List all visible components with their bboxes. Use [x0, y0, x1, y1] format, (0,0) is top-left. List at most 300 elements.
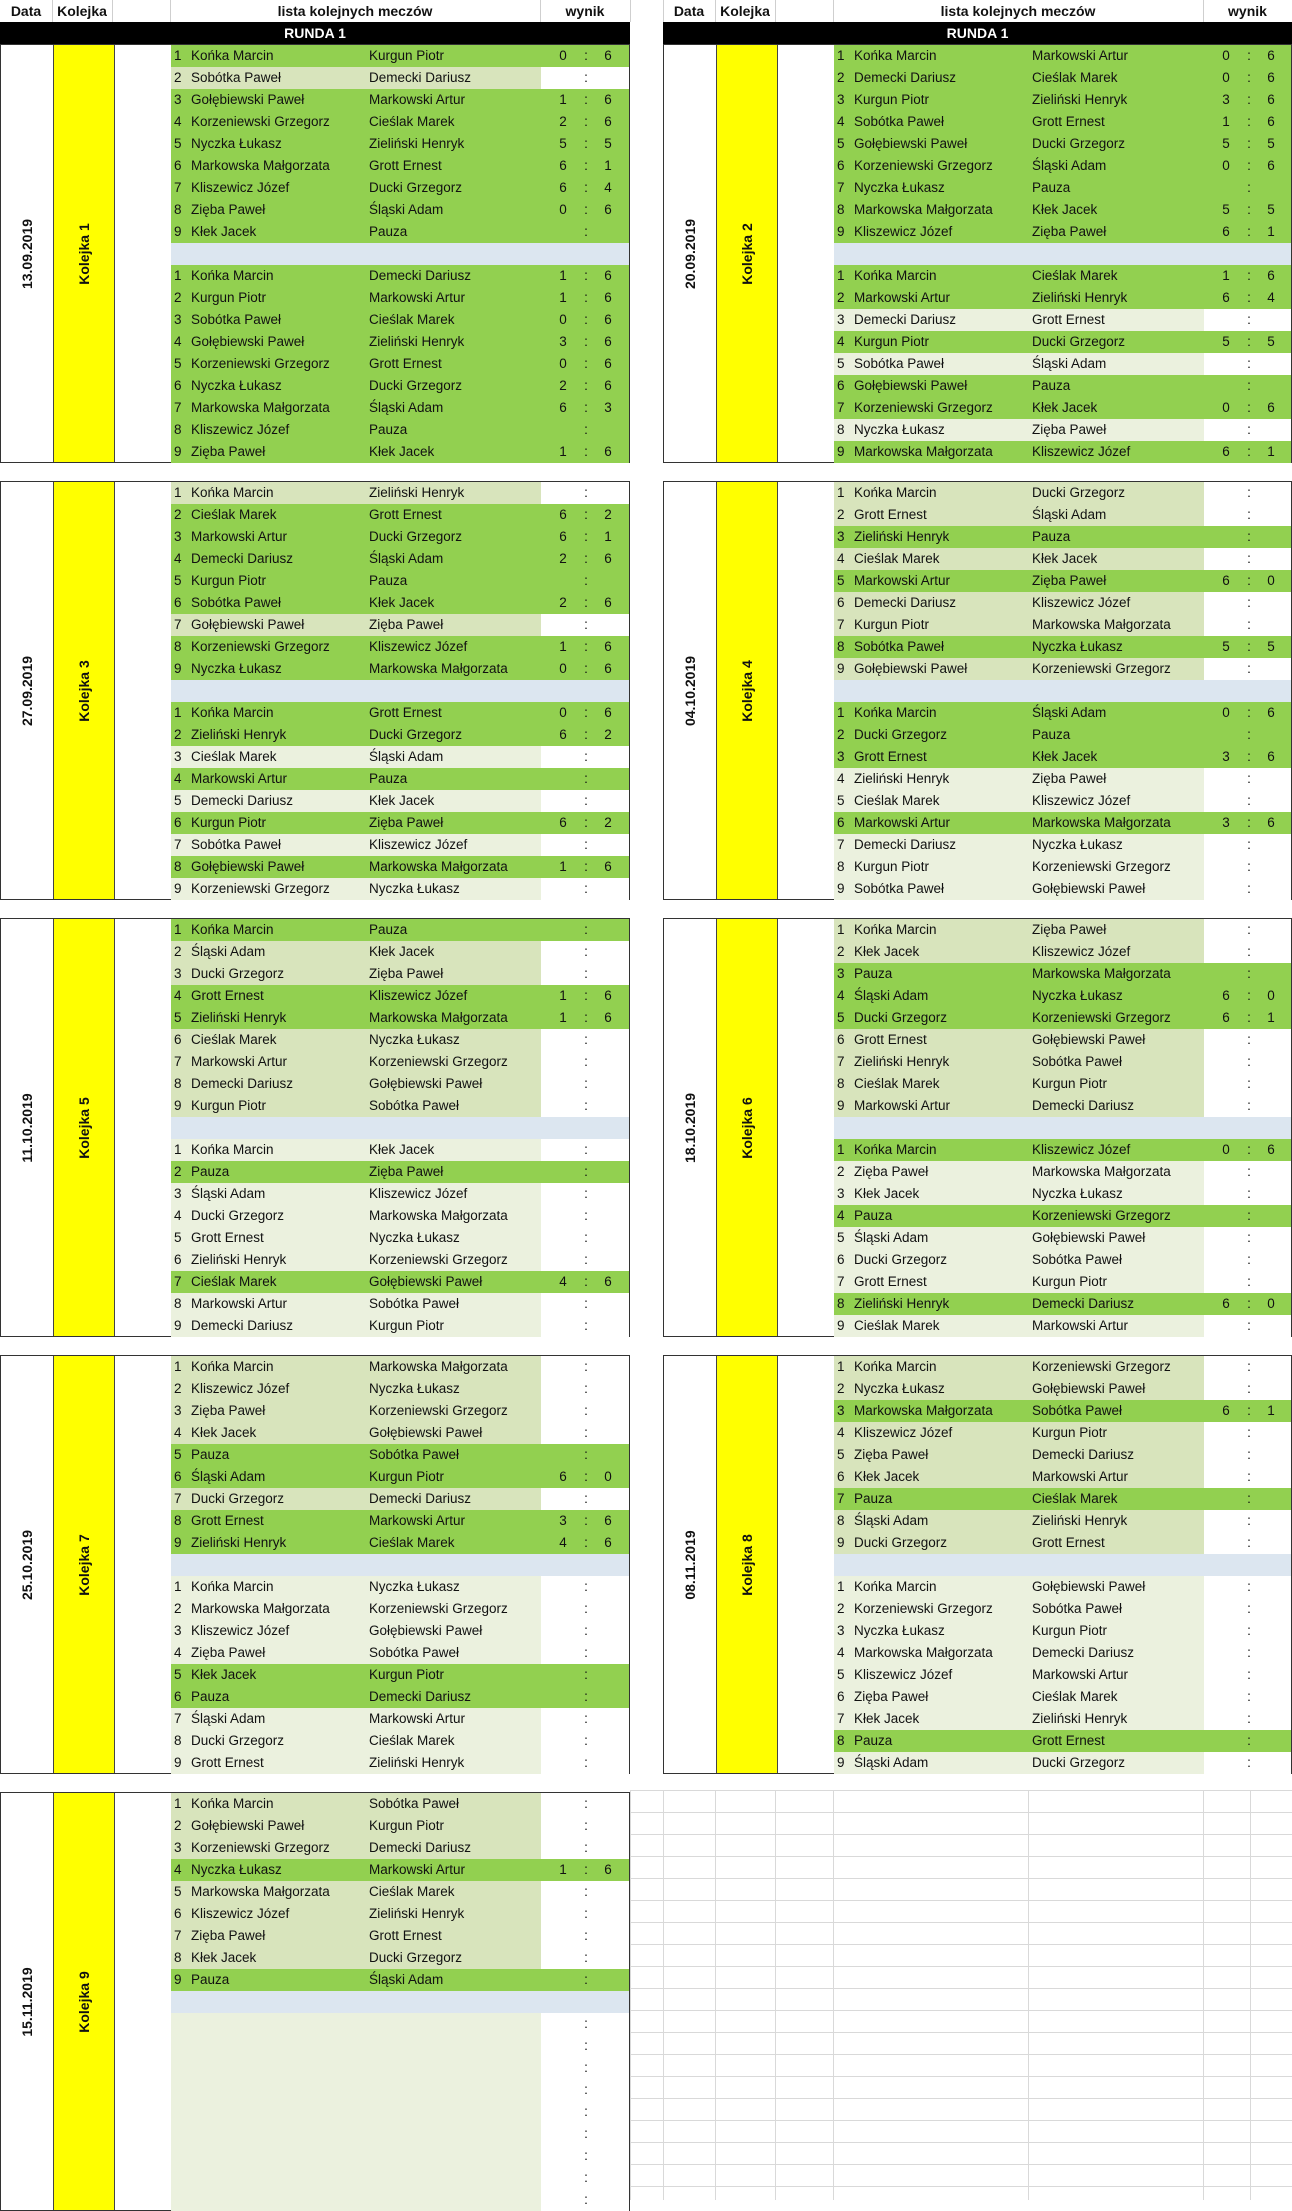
- score-away[interactable]: 4: [604, 180, 612, 195]
- away-player[interactable]: [366, 2167, 544, 2189]
- result-cell[interactable]: [1204, 702, 1291, 724]
- match-row[interactable]: [171, 1293, 629, 1315]
- home-player-cell[interactable]: [171, 2167, 366, 2189]
- result-cell[interactable]: [1204, 221, 1291, 243]
- match-row[interactable]: [171, 1598, 629, 1620]
- score-away[interactable]: 5: [1267, 334, 1275, 349]
- score-home[interactable]: 3: [559, 1513, 567, 1528]
- match-row[interactable]: [834, 592, 1291, 614]
- result-cell[interactable]: [541, 592, 629, 614]
- home-player-cell[interactable]: [171, 1400, 366, 1422]
- away-player[interactable]: Cieślak Marek: [1029, 1686, 1207, 1708]
- score-away[interactable]: 6: [1267, 749, 1275, 764]
- result-cell[interactable]: [541, 1095, 629, 1117]
- score-away[interactable]: 6: [1267, 70, 1275, 85]
- match-row[interactable]: [171, 548, 629, 570]
- match-row[interactable]: [171, 287, 629, 309]
- home-player-cell[interactable]: [834, 1444, 1029, 1466]
- result-cell[interactable]: [541, 548, 629, 570]
- away-player[interactable]: Zięba Paweł: [366, 614, 544, 636]
- away-player[interactable]: Sobótka Paweł: [1029, 1249, 1207, 1271]
- home-player-cell[interactable]: [834, 287, 1029, 309]
- result-cell[interactable]: [541, 1400, 629, 1422]
- score-away[interactable]: 1: [604, 158, 612, 173]
- home-player-cell[interactable]: [171, 1444, 366, 1466]
- match-row[interactable]: [171, 1752, 629, 1774]
- away-player[interactable]: [366, 2013, 544, 2035]
- match-row[interactable]: [171, 570, 629, 592]
- home-player-cell[interactable]: [834, 1664, 1029, 1686]
- result-cell[interactable]: [541, 1881, 629, 1903]
- match-row[interactable]: [171, 2167, 629, 2189]
- away-player[interactable]: Markowski Artur: [366, 1859, 544, 1881]
- result-cell[interactable]: [541, 1576, 629, 1598]
- match-row[interactable]: [834, 89, 1291, 111]
- score-home[interactable]: 2: [559, 378, 567, 393]
- away-player[interactable]: Demecki Dariusz: [366, 1837, 544, 1859]
- result-cell[interactable]: [541, 1793, 629, 1815]
- away-player[interactable]: Sobótka Paweł: [366, 1293, 544, 1315]
- home-player-cell[interactable]: [171, 658, 366, 680]
- match-row[interactable]: [834, 1400, 1291, 1422]
- home-player-cell[interactable]: [171, 1007, 366, 1029]
- result-cell[interactable]: [1204, 309, 1291, 331]
- away-player[interactable]: Zięba Paweł: [1029, 919, 1207, 941]
- score-away[interactable]: 6: [604, 1010, 612, 1025]
- match-row[interactable]: [171, 1227, 629, 1249]
- match-row[interactable]: [171, 2079, 629, 2101]
- result-cell[interactable]: [541, 1532, 629, 1554]
- match-row[interactable]: [171, 89, 629, 111]
- result-cell[interactable]: [541, 1620, 629, 1642]
- away-player[interactable]: Zieliński Henryk: [366, 133, 544, 155]
- home-player-cell[interactable]: [171, 2101, 366, 2123]
- score-away[interactable]: 6: [604, 1535, 612, 1550]
- match-row[interactable]: [834, 155, 1291, 177]
- score-home[interactable]: 0: [559, 356, 567, 371]
- match-row[interactable]: [171, 878, 629, 900]
- home-player-cell[interactable]: [834, 199, 1029, 221]
- home-player-cell[interactable]: [834, 1095, 1029, 1117]
- away-player[interactable]: Markowska Małgorzata: [1029, 963, 1207, 985]
- match-row[interactable]: [834, 1007, 1291, 1029]
- away-player[interactable]: Śląski Adam: [1029, 353, 1207, 375]
- score-away[interactable]: 6: [1267, 48, 1275, 63]
- home-player-cell[interactable]: [834, 265, 1029, 287]
- score-home[interactable]: 2: [559, 114, 567, 129]
- match-row[interactable]: [171, 1510, 629, 1532]
- score-home[interactable]: 0: [559, 705, 567, 720]
- result-cell[interactable]: [1204, 89, 1291, 111]
- home-player-cell[interactable]: [171, 636, 366, 658]
- score-home[interactable]: 1: [1222, 114, 1230, 129]
- match-row[interactable]: [834, 1488, 1291, 1510]
- home-player-cell[interactable]: [171, 45, 366, 67]
- match-row[interactable]: [171, 724, 629, 746]
- result-cell[interactable]: [1204, 1532, 1291, 1554]
- result-cell[interactable]: [1204, 746, 1291, 768]
- result-cell[interactable]: [541, 790, 629, 812]
- score-away[interactable]: 6: [1267, 92, 1275, 107]
- away-player[interactable]: Korzeniewski Grzegorz: [1029, 658, 1207, 680]
- result-cell[interactable]: [1204, 1422, 1291, 1444]
- result-cell[interactable]: [541, 2101, 629, 2123]
- away-player[interactable]: Cieślak Marek: [366, 1881, 544, 1903]
- home-player-cell[interactable]: [171, 482, 366, 504]
- result-cell[interactable]: [1204, 1642, 1291, 1664]
- home-player-cell[interactable]: [834, 812, 1029, 834]
- away-player[interactable]: Kliszewicz Józef: [366, 985, 544, 1007]
- away-player[interactable]: Kłek Jacek: [366, 592, 544, 614]
- away-player[interactable]: Zieliński Henryk: [1029, 89, 1207, 111]
- away-player[interactable]: Pauza: [1029, 177, 1207, 199]
- match-row[interactable]: [834, 504, 1291, 526]
- match-row[interactable]: [171, 1793, 629, 1815]
- score-home[interactable]: 5: [1222, 639, 1230, 654]
- home-player-cell[interactable]: [171, 133, 366, 155]
- home-player-cell[interactable]: [834, 702, 1029, 724]
- result-cell[interactable]: [541, 812, 629, 834]
- away-player[interactable]: Kurgun Piotr: [366, 1664, 544, 1686]
- score-home[interactable]: 6: [1222, 290, 1230, 305]
- score-away[interactable]: 6: [1267, 705, 1275, 720]
- away-player[interactable]: Cieślak Marek: [1029, 265, 1207, 287]
- match-row[interactable]: [834, 67, 1291, 89]
- home-player-cell[interactable]: [834, 878, 1029, 900]
- home-player-cell[interactable]: [834, 1249, 1029, 1271]
- result-cell[interactable]: [541, 155, 629, 177]
- match-row[interactable]: [171, 985, 629, 1007]
- match-row[interactable]: [171, 1444, 629, 1466]
- match-row[interactable]: [171, 504, 629, 526]
- home-player-cell[interactable]: [171, 1947, 366, 1969]
- match-row[interactable]: [834, 570, 1291, 592]
- result-cell[interactable]: [541, 1378, 629, 1400]
- away-player[interactable]: Demecki Dariusz: [366, 265, 544, 287]
- home-player-cell[interactable]: [834, 1466, 1029, 1488]
- result-cell[interactable]: [541, 702, 629, 724]
- result-cell[interactable]: [541, 265, 629, 287]
- home-player-cell[interactable]: [171, 985, 366, 1007]
- away-player[interactable]: Nyczka Łukasz: [366, 1227, 544, 1249]
- score-home[interactable]: 2: [559, 551, 567, 566]
- away-player[interactable]: Cieślak Marek: [366, 111, 544, 133]
- match-row[interactable]: [834, 1139, 1291, 1161]
- away-player[interactable]: Markowska Małgorzata: [366, 1205, 544, 1227]
- score-home[interactable]: 6: [1222, 988, 1230, 1003]
- match-row[interactable]: [171, 1881, 629, 1903]
- home-player-cell[interactable]: [171, 941, 366, 963]
- home-player-cell[interactable]: [834, 963, 1029, 985]
- result-cell[interactable]: [1204, 1293, 1291, 1315]
- match-row[interactable]: [171, 919, 629, 941]
- match-row[interactable]: [834, 702, 1291, 724]
- result-cell[interactable]: [1204, 1378, 1291, 1400]
- away-player[interactable]: Ducki Grzegorz: [366, 177, 544, 199]
- away-player[interactable]: [366, 2079, 544, 2101]
- match-row[interactable]: [834, 526, 1291, 548]
- home-player-cell[interactable]: [171, 1708, 366, 1730]
- result-cell[interactable]: [1204, 1249, 1291, 1271]
- away-player[interactable]: Pauza: [366, 919, 544, 941]
- home-player-cell[interactable]: [171, 856, 366, 878]
- home-player-cell[interactable]: [171, 353, 366, 375]
- home-player-cell[interactable]: [834, 1598, 1029, 1620]
- result-cell[interactable]: [1204, 177, 1291, 199]
- result-cell[interactable]: [1204, 287, 1291, 309]
- home-player-cell[interactable]: [834, 919, 1029, 941]
- home-player-cell[interactable]: [171, 2013, 366, 2035]
- match-row[interactable]: [171, 1969, 629, 1991]
- match-row[interactable]: [834, 941, 1291, 963]
- away-player[interactable]: Gołębiewski Paweł: [1029, 1227, 1207, 1249]
- match-row[interactable]: [834, 1576, 1291, 1598]
- home-player-cell[interactable]: [171, 1249, 366, 1271]
- away-player[interactable]: Markowska Małgorzata: [366, 856, 544, 878]
- home-player-cell[interactable]: [171, 1293, 366, 1315]
- away-player[interactable]: Grott Ernest: [1029, 111, 1207, 133]
- home-player-cell[interactable]: [834, 1752, 1029, 1774]
- score-away[interactable]: 6: [604, 1862, 612, 1877]
- home-player-cell[interactable]: [171, 724, 366, 746]
- home-player-cell[interactable]: [171, 419, 366, 441]
- result-cell[interactable]: [1204, 375, 1291, 397]
- match-row[interactable]: [171, 331, 629, 353]
- score-away[interactable]: 2: [604, 507, 612, 522]
- away-player[interactable]: Zięba Paweł: [1029, 221, 1207, 243]
- home-player-cell[interactable]: [171, 2123, 366, 2145]
- home-player-cell[interactable]: [834, 177, 1029, 199]
- result-cell[interactable]: [541, 353, 629, 375]
- result-cell[interactable]: [541, 526, 629, 548]
- home-player-cell[interactable]: [834, 658, 1029, 680]
- score-away[interactable]: 2: [604, 727, 612, 742]
- away-player[interactable]: Ducki Grzegorz: [1029, 133, 1207, 155]
- match-row[interactable]: [171, 441, 629, 463]
- home-player-cell[interactable]: [834, 89, 1029, 111]
- away-player[interactable]: Kłek Jacek: [1029, 746, 1207, 768]
- score-home[interactable]: 5: [559, 136, 567, 151]
- home-player-cell[interactable]: [171, 1271, 366, 1293]
- home-player-cell[interactable]: [171, 614, 366, 636]
- home-player-cell[interactable]: [171, 1881, 366, 1903]
- result-cell[interactable]: [541, 2057, 629, 2079]
- match-row[interactable]: [171, 155, 629, 177]
- score-home[interactable]: 6: [1222, 1403, 1230, 1418]
- away-player[interactable]: Markowski Artur: [366, 287, 544, 309]
- match-row[interactable]: [171, 1095, 629, 1117]
- away-player[interactable]: Nyczka Łukasz: [1029, 985, 1207, 1007]
- score-away[interactable]: 6: [604, 988, 612, 1003]
- score-away[interactable]: 6: [604, 859, 612, 874]
- away-player[interactable]: Sobótka Paweł: [1029, 1051, 1207, 1073]
- result-cell[interactable]: [1204, 1315, 1291, 1337]
- match-row[interactable]: [834, 1293, 1291, 1315]
- away-player[interactable]: [366, 2101, 544, 2123]
- home-player-cell[interactable]: [171, 1139, 366, 1161]
- away-player[interactable]: Sobótka Paweł: [366, 1095, 544, 1117]
- home-player-cell[interactable]: [834, 1139, 1029, 1161]
- home-player-cell[interactable]: [171, 155, 366, 177]
- away-player[interactable]: Śląski Adam: [366, 746, 544, 768]
- result-cell[interactable]: [1204, 1356, 1291, 1378]
- match-row[interactable]: [834, 1444, 1291, 1466]
- home-player-cell[interactable]: [171, 504, 366, 526]
- result-cell[interactable]: [1204, 570, 1291, 592]
- result-cell[interactable]: [1204, 353, 1291, 375]
- away-player[interactable]: Gołębiewski Paweł: [366, 1620, 544, 1642]
- home-player-cell[interactable]: [171, 1051, 366, 1073]
- result-cell[interactable]: [1204, 133, 1291, 155]
- home-player-cell[interactable]: [171, 221, 366, 243]
- result-cell[interactable]: [1204, 1576, 1291, 1598]
- away-player[interactable]: Grott Ernest: [1029, 1532, 1207, 1554]
- home-player-cell[interactable]: [171, 1903, 366, 1925]
- away-player[interactable]: Nyczka Łukasz: [366, 1576, 544, 1598]
- away-player[interactable]: [366, 2145, 544, 2167]
- home-player-cell[interactable]: [171, 1205, 366, 1227]
- match-row[interactable]: [834, 133, 1291, 155]
- home-player-cell[interactable]: [834, 790, 1029, 812]
- score-home[interactable]: 0: [559, 48, 567, 63]
- away-player[interactable]: Markowski Artur: [366, 89, 544, 111]
- match-row[interactable]: [171, 1488, 629, 1510]
- away-player[interactable]: Zieliński Henryk: [366, 1903, 544, 1925]
- match-row[interactable]: [834, 724, 1291, 746]
- away-player[interactable]: Nyczka Łukasz: [1029, 636, 1207, 658]
- away-player[interactable]: Demecki Dariusz: [366, 1488, 544, 1510]
- score-home[interactable]: 6: [559, 815, 567, 830]
- match-row[interactable]: [834, 1161, 1291, 1183]
- match-row[interactable]: [171, 1029, 629, 1051]
- score-home[interactable]: 6: [559, 180, 567, 195]
- result-cell[interactable]: [541, 1007, 629, 1029]
- match-row[interactable]: [171, 1664, 629, 1686]
- home-player-cell[interactable]: [171, 1029, 366, 1051]
- result-cell[interactable]: [541, 1466, 629, 1488]
- away-player[interactable]: Kłek Jacek: [366, 941, 544, 963]
- match-row[interactable]: [834, 614, 1291, 636]
- home-player-cell[interactable]: [171, 746, 366, 768]
- home-player-cell[interactable]: [171, 89, 366, 111]
- home-player-cell[interactable]: [171, 919, 366, 941]
- result-cell[interactable]: [1204, 1444, 1291, 1466]
- away-player[interactable]: Korzeniewski Grzegorz: [1029, 856, 1207, 878]
- away-player[interactable]: Markowski Artur: [366, 1510, 544, 1532]
- result-cell[interactable]: [541, 67, 629, 89]
- result-cell[interactable]: [541, 941, 629, 963]
- home-player-cell[interactable]: [834, 1686, 1029, 1708]
- home-player-cell[interactable]: [171, 1598, 366, 1620]
- away-player[interactable]: Markowski Artur: [1029, 1466, 1207, 1488]
- score-away[interactable]: 2: [604, 815, 612, 830]
- home-player-cell[interactable]: [171, 834, 366, 856]
- match-row[interactable]: [834, 1073, 1291, 1095]
- away-player[interactable]: Pauza: [1029, 375, 1207, 397]
- result-cell[interactable]: [1204, 1139, 1291, 1161]
- match-row[interactable]: [834, 1356, 1291, 1378]
- away-player[interactable]: Ducki Grzegorz: [366, 526, 544, 548]
- match-row[interactable]: [834, 331, 1291, 353]
- away-player[interactable]: Korzeniewski Grzegorz: [366, 1249, 544, 1271]
- match-row[interactable]: [834, 375, 1291, 397]
- away-player[interactable]: Grott Ernest: [366, 1925, 544, 1947]
- match-row[interactable]: [834, 441, 1291, 463]
- away-player[interactable]: Śląski Adam: [1029, 702, 1207, 724]
- away-player[interactable]: Kliszewicz Józef: [1029, 592, 1207, 614]
- home-player-cell[interactable]: [834, 1488, 1029, 1510]
- result-cell[interactable]: [541, 89, 629, 111]
- score-away[interactable]: 6: [1267, 1142, 1275, 1157]
- score-home[interactable]: 6: [559, 1469, 567, 1484]
- match-row[interactable]: [171, 526, 629, 548]
- match-row[interactable]: [171, 2013, 629, 2035]
- match-row[interactable]: [834, 963, 1291, 985]
- home-player-cell[interactable]: [171, 2189, 366, 2211]
- result-cell[interactable]: [541, 1488, 629, 1510]
- match-row[interactable]: [834, 1227, 1291, 1249]
- away-player[interactable]: Korzeniewski Grzegorz: [1029, 1205, 1207, 1227]
- home-player-cell[interactable]: [834, 397, 1029, 419]
- match-row[interactable]: [171, 768, 629, 790]
- score-away[interactable]: 6: [1267, 114, 1275, 129]
- result-cell[interactable]: [541, 878, 629, 900]
- away-player[interactable]: Cieślak Marek: [366, 1532, 544, 1554]
- result-cell[interactable]: [1204, 441, 1291, 463]
- match-row[interactable]: [171, 2057, 629, 2079]
- home-player-cell[interactable]: [834, 67, 1029, 89]
- home-player-cell[interactable]: [834, 309, 1029, 331]
- result-cell[interactable]: [1204, 1598, 1291, 1620]
- result-cell[interactable]: [1204, 397, 1291, 419]
- match-row[interactable]: [171, 1378, 629, 1400]
- home-player-cell[interactable]: [834, 375, 1029, 397]
- away-player[interactable]: Kłek Jacek: [366, 441, 544, 463]
- away-player[interactable]: Kurgun Piotr: [366, 1815, 544, 1837]
- result-cell[interactable]: [541, 1183, 629, 1205]
- away-player[interactable]: Korzeniewski Grzegorz: [366, 1400, 544, 1422]
- result-cell[interactable]: [1204, 111, 1291, 133]
- away-player[interactable]: Kurgun Piotr: [366, 1466, 544, 1488]
- match-row[interactable]: [171, 2145, 629, 2167]
- score-away[interactable]: 3: [604, 400, 612, 415]
- home-player-cell[interactable]: [171, 812, 366, 834]
- score-home[interactable]: 3: [559, 334, 567, 349]
- home-player-cell[interactable]: [171, 1642, 366, 1664]
- away-player[interactable]: Kłek Jacek: [366, 790, 544, 812]
- away-player[interactable]: Cieślak Marek: [366, 1730, 544, 1752]
- score-home[interactable]: 6: [559, 507, 567, 522]
- result-cell[interactable]: [1204, 812, 1291, 834]
- match-row[interactable]: [171, 419, 629, 441]
- home-player-cell[interactable]: [171, 375, 366, 397]
- away-player[interactable]: Markowska Małgorzata: [1029, 1161, 1207, 1183]
- score-away[interactable]: 5: [1267, 136, 1275, 151]
- match-row[interactable]: [171, 1422, 629, 1444]
- result-cell[interactable]: [1204, 504, 1291, 526]
- score-home[interactable]: 6: [1222, 573, 1230, 588]
- match-row[interactable]: [171, 592, 629, 614]
- home-player-cell[interactable]: [171, 1925, 366, 1947]
- home-player-cell[interactable]: [834, 1293, 1029, 1315]
- score-away[interactable]: 6: [604, 202, 612, 217]
- home-player-cell[interactable]: [171, 331, 366, 353]
- away-player[interactable]: Cieślak Marek: [1029, 1488, 1207, 1510]
- away-player[interactable]: Markowski Artur: [1029, 1664, 1207, 1686]
- result-cell[interactable]: [1204, 548, 1291, 570]
- score-home[interactable]: 0: [1222, 48, 1230, 63]
- match-row[interactable]: [171, 1576, 629, 1598]
